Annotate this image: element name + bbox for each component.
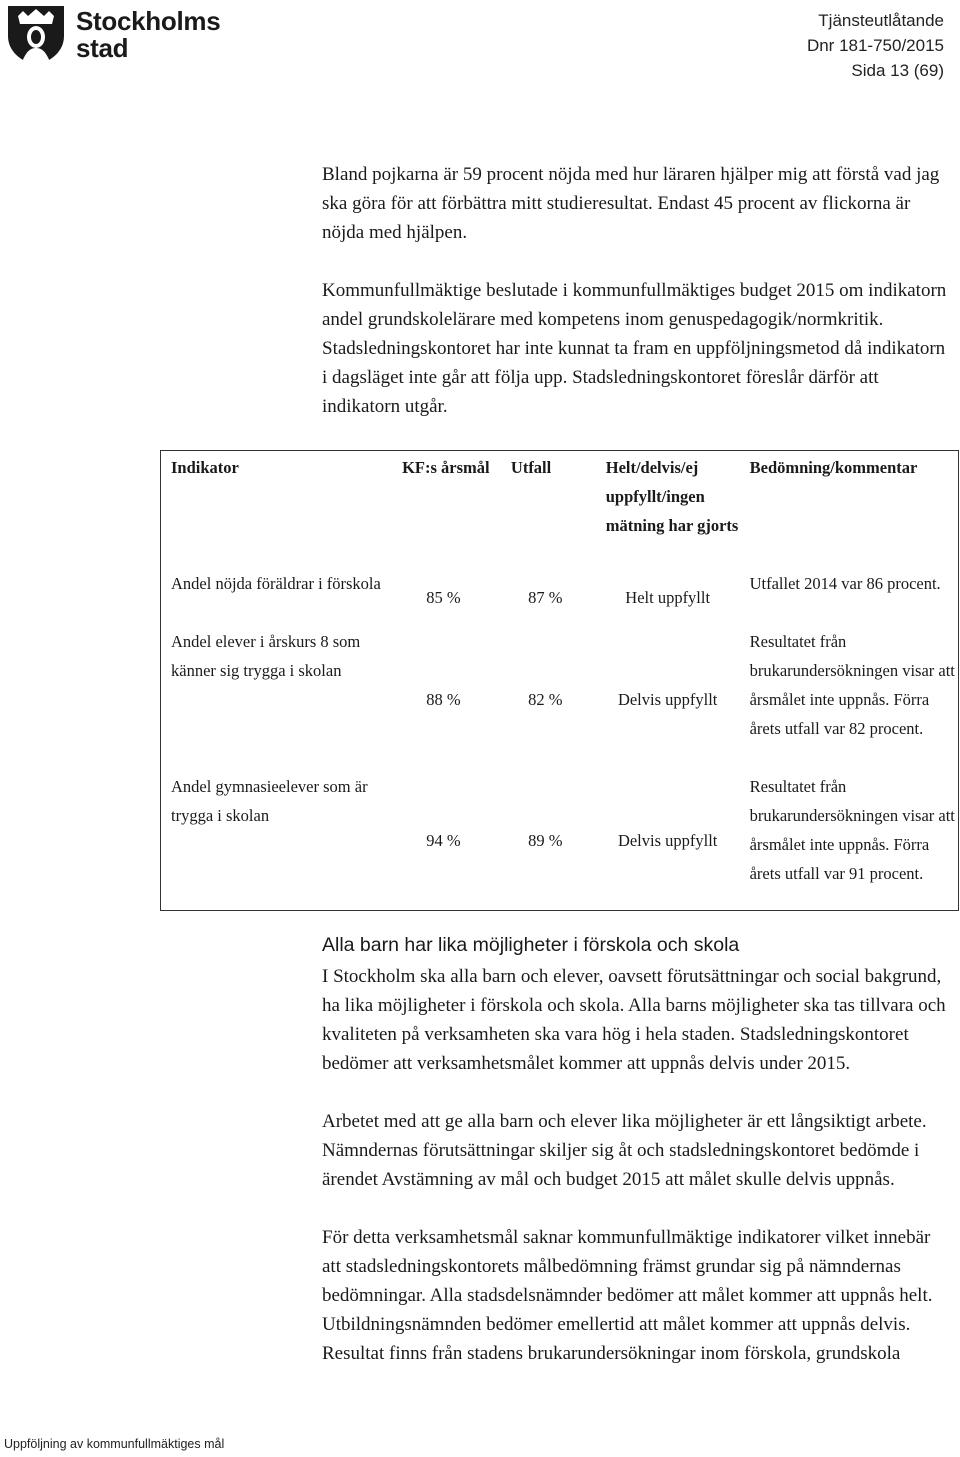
table-header-cell: Utfall bbox=[510, 458, 552, 477]
table-row bbox=[161, 627, 959, 772]
crown-crest-icon bbox=[4, 2, 68, 66]
table-cell: 87 % bbox=[528, 588, 563, 607]
table-cell: Utfallet 2014 var 86 procent. bbox=[749, 573, 941, 593]
document-number: Dnr 181-750/2015 bbox=[806, 36, 944, 55]
bottom-text-block bbox=[322, 962, 952, 1368]
table-cell: 85 % bbox=[426, 588, 461, 607]
document-meta bbox=[807, 8, 944, 83]
indicator-table bbox=[160, 450, 959, 911]
table-header-cell: Indikator bbox=[171, 458, 239, 477]
table-cell: Delvis uppfyllt bbox=[617, 831, 718, 851]
table-header-cell: Helt/delvis/ej uppfyllt/ingen mätning har gjorts bbox=[605, 458, 739, 535]
table-cell: Resultatet från brukarundersökningen visar att årsmålet inte uppnås. Förra årets utfall var 91 procent. bbox=[749, 776, 955, 883]
logo-line-1: Stockholms bbox=[76, 6, 221, 36]
table-row bbox=[161, 569, 959, 627]
table-cell: 88 % bbox=[426, 689, 461, 709]
table-cell: 82 % bbox=[528, 689, 563, 709]
section-heading: Alla barn har lika möjligheter i förskola och skola bbox=[322, 934, 740, 956]
top-text-block bbox=[322, 160, 952, 421]
table-cell: Andel gymnasieelever som är trygga i skolan bbox=[171, 776, 368, 825]
table-header-row bbox=[161, 451, 959, 569]
table-cell: 89 % bbox=[528, 831, 563, 851]
stockholm-logo bbox=[4, 2, 220, 66]
table-header-cell: KF:s årsmål bbox=[402, 458, 490, 477]
paragraph: För detta verksamhetsmål saknar kommunfullmäktige indikatorer vilket innebär att stadsledningskontorets målbedömning främst grundar sig på nämndernas bedömningar. Alla stadsdelsnämnder bedömer att målet kommer att uppnås helt. Utbildningsnämnden bedömer emellertid att målet kommer att uppnås delvis. Resultat finns från stadens brukarundersökningar inom förskola, grundskola bbox=[322, 1227, 933, 1364]
paragraph: I Stockholm ska alla barn och elever, oavsett förutsättningar och social bakgrund, ha lika möjligheter i förskola och skola. Alla barns möjligheter ska tas tillvara och kvaliteten på verksamheten ska vara hög i hela staden. Stadsledningskontoret bedömer att verksamhetsmålet kommer att uppnås delvis under 2015. bbox=[322, 966, 946, 1074]
table-cell: Resultatet från brukarundersökningen visar att årsmålet inte uppnås. Förra årets utfall var 82 procent. bbox=[749, 631, 955, 738]
table-header-cell: Bedömning/kommentar bbox=[749, 458, 918, 477]
table-cell: 94 % bbox=[426, 831, 461, 851]
table-cell: Andel elever i årskurs 8 som känner sig trygga i skolan bbox=[171, 631, 361, 680]
document-type: Tjänsteutlåtande bbox=[818, 11, 944, 30]
table-cell: Helt uppfyllt bbox=[625, 588, 711, 607]
table-row bbox=[161, 772, 959, 911]
paragraph: Bland pojkarna är 59 procent nöjda med hur läraren hjälper mig att förstå vad jag ska göra för att förbättra mitt studieresultat. Endast 45 procent av flickorna är nöjda med hjälpen. bbox=[322, 164, 940, 243]
logo-line-2: stad bbox=[76, 33, 129, 63]
paragraph: Kommunfullmäktige beslutade i kommunfullmäktiges budget 2015 om indikatorn andel grundskolelärare med kompetens inom genuspedagogik/normkritik. Stadsledningskontoret har inte kunnat ta fram en uppföljningsmetod då indikatorn i dagsläget inte går att följa upp. Stadsledningskontoret föreslår därför att indikatorn utgår. bbox=[322, 280, 947, 417]
paragraph: Arbetet med att ge alla barn och elever lika möjligheter är ett långsiktigt arbete. Nämndernas förutsättningar skiljer sig åt och stadsledningskontoret bedömde i ärendet Avstämning av mål och budget 2015 att målet skulle delvis uppnås. bbox=[322, 1111, 927, 1190]
table-cell: Delvis uppfyllt bbox=[617, 689, 718, 709]
page-number: Sida 13 (69) bbox=[851, 61, 944, 80]
page-footer: Uppföljning av kommunfullmäktiges mål bbox=[4, 1437, 225, 1451]
table-cell: Andel nöjda föräldrar i förskola bbox=[171, 573, 381, 593]
